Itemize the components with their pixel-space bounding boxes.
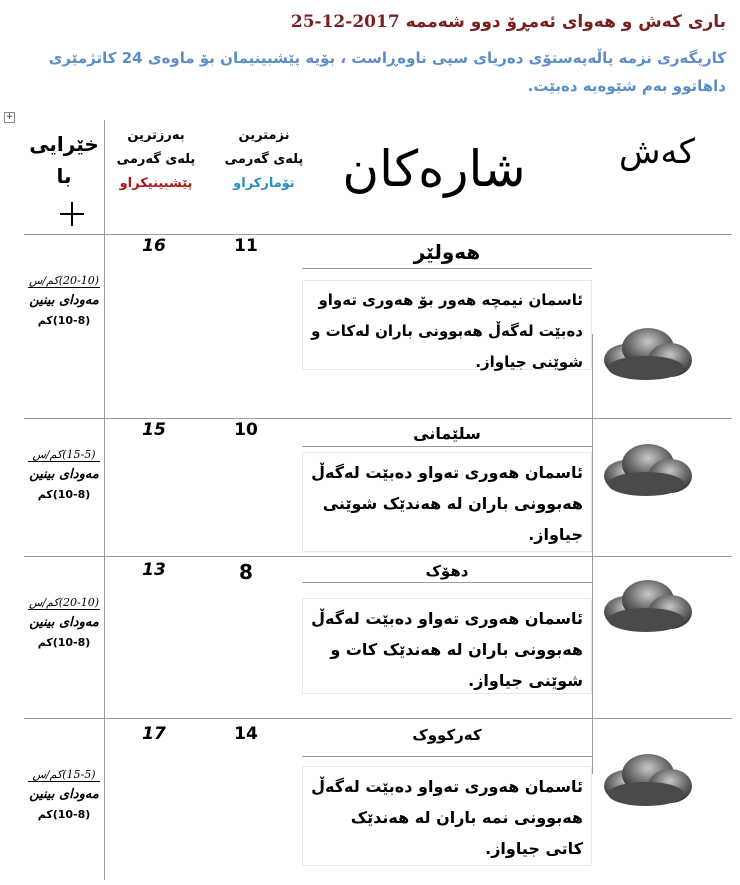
city-name: سلێمانی [413,424,481,443]
city-name: هەولێر [413,240,481,264]
max-temp: 17 [142,724,166,744]
visibility-range: (10-8)کم [37,636,91,649]
wind-speed: (20-10)کم/س [29,596,99,609]
city-name: دهۆک [425,562,469,580]
divider [592,334,593,774]
divider [24,718,732,719]
weather-description: ئاسمان هەوری تەواو دەبێت لەگەڵ هەبوونی نمە باران لە هەندێک کاتی جیاواز. [302,766,592,866]
cloud-icon [596,568,694,638]
wind-info [24,596,104,649]
header-max-caption: پێشبینیکراو [119,176,193,191]
max-temp: 16 [142,236,166,256]
cloud-icon [596,432,694,502]
min-temp: 11 [234,236,258,256]
divider [302,756,592,757]
weather-description: ئاسمان نیمچە هەور بۆ هەوری تەواو دەبێت لەگەڵ هەبوونی باران لەکات و شوێنی جیاواز. [302,280,592,370]
header-wind-line2: با [56,164,72,188]
header-max-temp [106,124,206,196]
forecast-table [24,120,732,880]
visibility-label: مەودای بینین [29,467,99,482]
intro-text: کاریگەری نزمە پاڵەپەستۆی دەریای سپی ناوەڕاست ، بۆیە پێشبینیمان بۆ ماوەی 24 کاتژمێری داهاتوو بەم شێوەیە دەبێت. [48,49,726,95]
visibility-range: (10-8)کم [37,488,91,501]
min-temp: 8 [239,560,253,584]
min-temp: 10 [234,420,258,440]
visibility-label: مەودای بینین [29,293,99,308]
plus-square-icon[interactable]: + [5,112,14,122]
visibility-range: (10-8)کم [37,808,91,821]
wind-speed: (15-5)کم/س [28,448,100,462]
max-temp: 15 [142,420,166,440]
weather-description: ئاسمان هەوری تەواو دەبێت لەگەڵ هەبوونی باران لە هەندێک کات و شوێنی جیاواز. [302,598,592,694]
header-wind [24,128,104,192]
header-wind-line1: خێرایی [29,132,99,156]
wind-info [24,768,104,821]
forecast-date: 2017-12-25 [290,12,400,32]
visibility-range: (10-8)کم [37,314,91,327]
weather-description: ئاسمان هەوری تەواو دەبێت لەگەڵ هەبوونی باران لە هەندێک شوێنی جیاواز. [302,452,592,552]
title-text: باری کەش و هەوای ئەمڕۆ دوو شەممە [405,12,726,32]
divider [302,268,592,269]
header-weather: کەش [619,132,695,172]
divider [24,556,732,557]
visibility-label: مەودای بینین [29,787,99,802]
plus-icon[interactable] [60,202,84,226]
cloud-icon [596,316,694,386]
cloud-icon [596,742,694,812]
header-max-line1: بەرزترین [127,128,185,143]
wind-speed: (20-10)کم/س [29,274,99,287]
visibility-label: مەودای بینین [29,615,99,630]
wind-speed: (15-5)کم/س [28,768,100,782]
wind-info [24,448,104,501]
header-min-line2: پلەی گەرمی [224,152,304,167]
page-title [14,12,726,32]
header-min-temp [214,124,314,196]
divider [24,418,732,419]
header-min-line1: نزمترین [238,128,290,143]
divider [302,446,592,447]
header-min-caption: تۆمارکراو [233,176,295,191]
wind-info [24,274,104,327]
city-name: کەرکووک [412,726,482,744]
min-temp: 14 [234,724,258,744]
divider [302,582,592,583]
divider [24,234,732,235]
header-max-line2: پلەی گەرمی [116,152,196,167]
header-cities: شارەکان [342,140,526,198]
max-temp: 13 [142,560,166,580]
